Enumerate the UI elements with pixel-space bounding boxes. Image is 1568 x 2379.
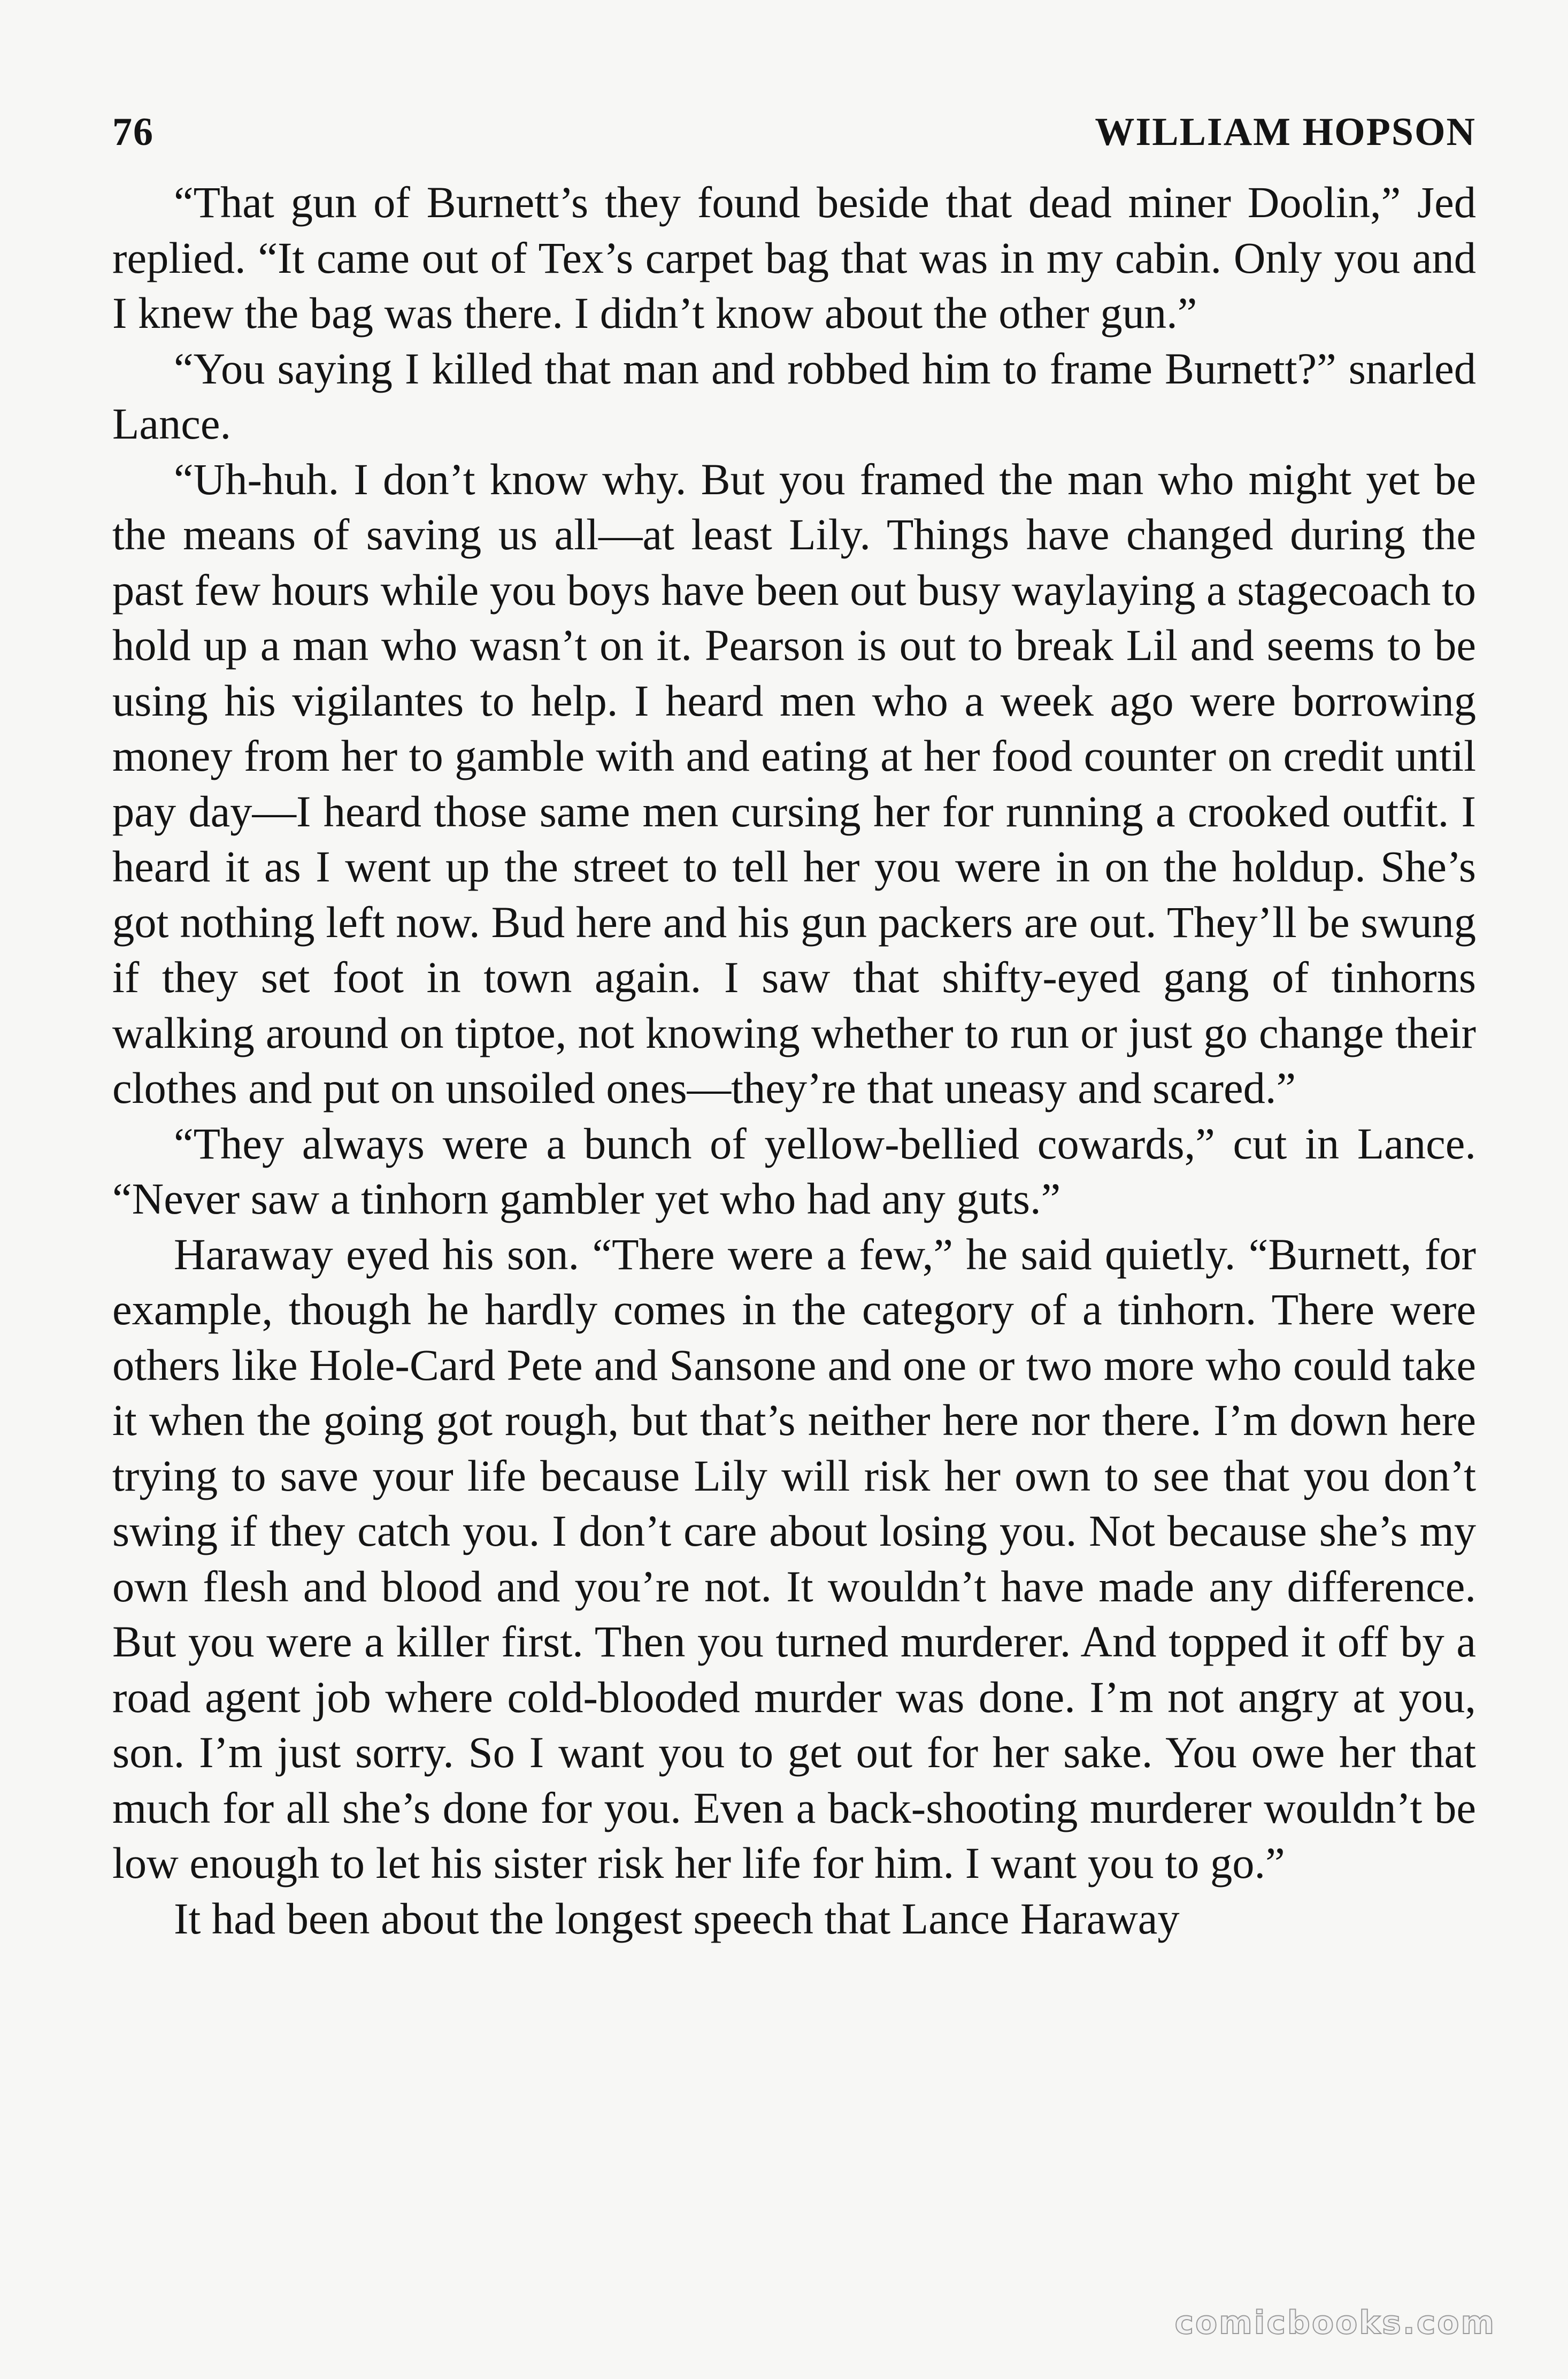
page-number: 76 xyxy=(112,110,154,154)
book-page xyxy=(112,104,1476,2297)
page-header xyxy=(112,104,1476,168)
page-body xyxy=(112,175,1476,1946)
paragraph: “They always were a bunch of yellow-bellied cowards,” cut in Lance. “Never saw a tinhorn gambler yet who had any guts.” xyxy=(112,1118,1476,1223)
running-head-author: WILLIAM HOPSON xyxy=(1095,110,1476,154)
paragraph: “That gun of Burnett’s they found beside that dead miner Doolin,” Jed replied. “It came out of Tex’s carpet bag that was in my cabin. Only you and I knew the bag was there. I didn’t know about the other gun.” xyxy=(112,178,1476,337)
watermark: comicbooks.com xyxy=(1174,2304,1496,2342)
paragraph: Haraway eyed his son. “There were a few,” he said quietly. “Burnett, for example, though he hardly comes in the category of a tinhorn. There were others like Hole-Card Pete and Sansone and one or two more who could take it when the going got rough, but that’s neither here nor there. I’m down here trying to save your life because Lily will risk her own to see that you don’t swing if they catch you. I don’t care about losing you. Not because she’s my own flesh and blood and you’re not. It wouldn’t have made any difference. But you were a killer first. Then you turned murderer. And topped it off by a road agent job where cold-blooded murder was done. I’m not angry at you, son. I’m just sorry. So I want you to get out for her sake. You owe her that much for all she’s done for you. Even a back-shooting murderer wouldn’t be low enough to let his sister risk her life for him. I want you to go.” xyxy=(112,1229,1476,1887)
paragraph: “You saying I killed that man and robbed him to frame Burnett?” snarled Lance. xyxy=(112,343,1476,448)
paragraph: It had been about the longest speech that Lance Haraway xyxy=(174,1893,1180,1943)
paragraph: “Uh-huh. I don’t know why. But you framed the man who might yet be the means of saving us all—at least Lily. Things have changed during the past few hours while you boys have been out busy waylaying a stagecoach to hold up a man who wasn’t on it. Pearson is out to break Lil and seems to be using his vigilantes to help. I heard men who a week ago were borrowing money from her to gamble with and eating at her food counter on credit until pay day—I heard those same men cursing her for running a crooked outfit. I heard it as I went up the street to tell her you were in on the holdup. She’s got nothing left now. Bud here and his gun packers are out. They’ll be swung if they set foot in town again. I saw that shifty-eyed gang of tinhorns walking around on tiptoe, not knowing whether to run or just go change their clothes and put on unsoiled ones—they’re that uneasy and scared.” xyxy=(112,454,1476,1112)
